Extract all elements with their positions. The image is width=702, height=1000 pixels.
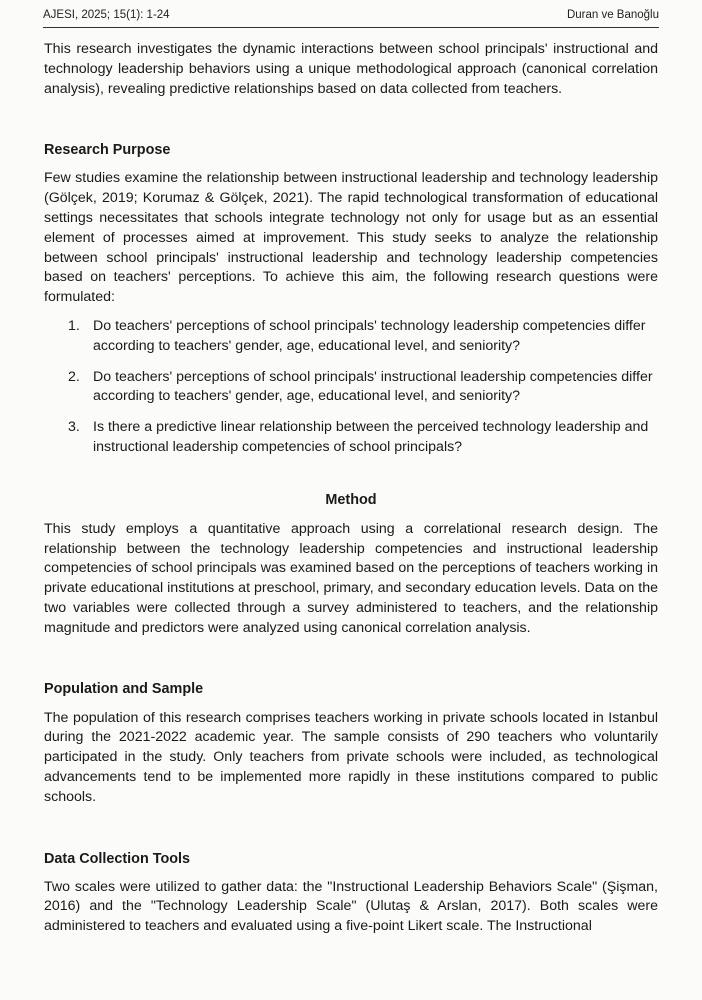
section-heading-data-collection: Data Collection Tools [44,850,191,867]
list-item-number: 2. [68,368,80,385]
list-item-text: Do teachers' perceptions of school principals' instructional leadership competencies differ according to teachers' gender, age, educational level, and seniority? [93,368,653,405]
research-purpose-paragraph: Few studies examine the relationship between instructional leadership and technology leadership (Gölçek, 2019; Korumaz & Gölçek, 2021). The rapid technological transformation of educational settings necessitates that schools integrate technology not only for usage but as an essential element of processes aimed at improvement. This study seeks to analyze the relationship between school principals' instructional leadership and technology leadership competencies based on teachers' perceptions. To achieve this aim, the following research questions were formulated: [44,170,658,306]
data-collection-paragraph: Two scales were utilized to gather data: the "Instructional Leadership Behaviors Scale" (Şişman, 2016) and the "Technology Leadership Scale" (Ulutaş & Arslan, 2017). Both scales were administered to teachers and evaluated using a five-point Likert scale. The Instructional [44,878,658,935]
list-item-number: 3. [68,419,80,436]
list-item-number: 1. [68,317,80,334]
list-item-text: Do teachers' perceptions of school principals' technology leadership competencies differ according to teachers' gender, age, educational level, and seniority? [93,317,646,354]
list-item [44,317,658,357]
section-heading-population-sample: Population and Sample [44,680,204,697]
intro-paragraph: This research investigates the dynamic interactions between school principals' instructional and technology leadership behaviors using a unique methodological approach (canonical correlation analysis), revealing predictive relationships based on data collected from teachers. [44,41,658,97]
research-questions-list [44,317,658,458]
list-item [44,418,658,458]
body-content [44,40,658,937]
list-item-text: Is there a predictive linear relationship between the perceived technology leadership and instructional leadership competencies of school principals? [93,419,649,455]
section-heading-research-purpose: Research Purpose [44,142,171,159]
running-header [43,9,659,28]
section-heading-method: Method [325,491,377,508]
population-sample-paragraph: The population of this research comprises teachers working in private schools located in Istanbul during the 2021-2022 academic year. The sample consists of 290 teachers who voluntarily participated in the study. Only teachers from private schools were included, as technological advancements tend to be implemented more rapidly in these institutions compared to public schools. [44,709,658,805]
author-names: Duran ve Banoğlu [566,9,659,21]
method-paragraph: This study employs a quantitative approach using a correlational research design. The relationship between the technology leadership competencies and instructional leadership competencies of school principals was examined based on the perceptions of teachers working in private educational institutions at preschool, primary, and secondary education levels. Data on the two variables were collected through a survey administered to teachers, and the relationship magnitude and predictors were analyzed using canonical correlation analysis. [44,520,658,636]
journal-citation: AJESI, 2025; 15(1): 1-24 [43,9,170,21]
list-item [44,368,658,408]
